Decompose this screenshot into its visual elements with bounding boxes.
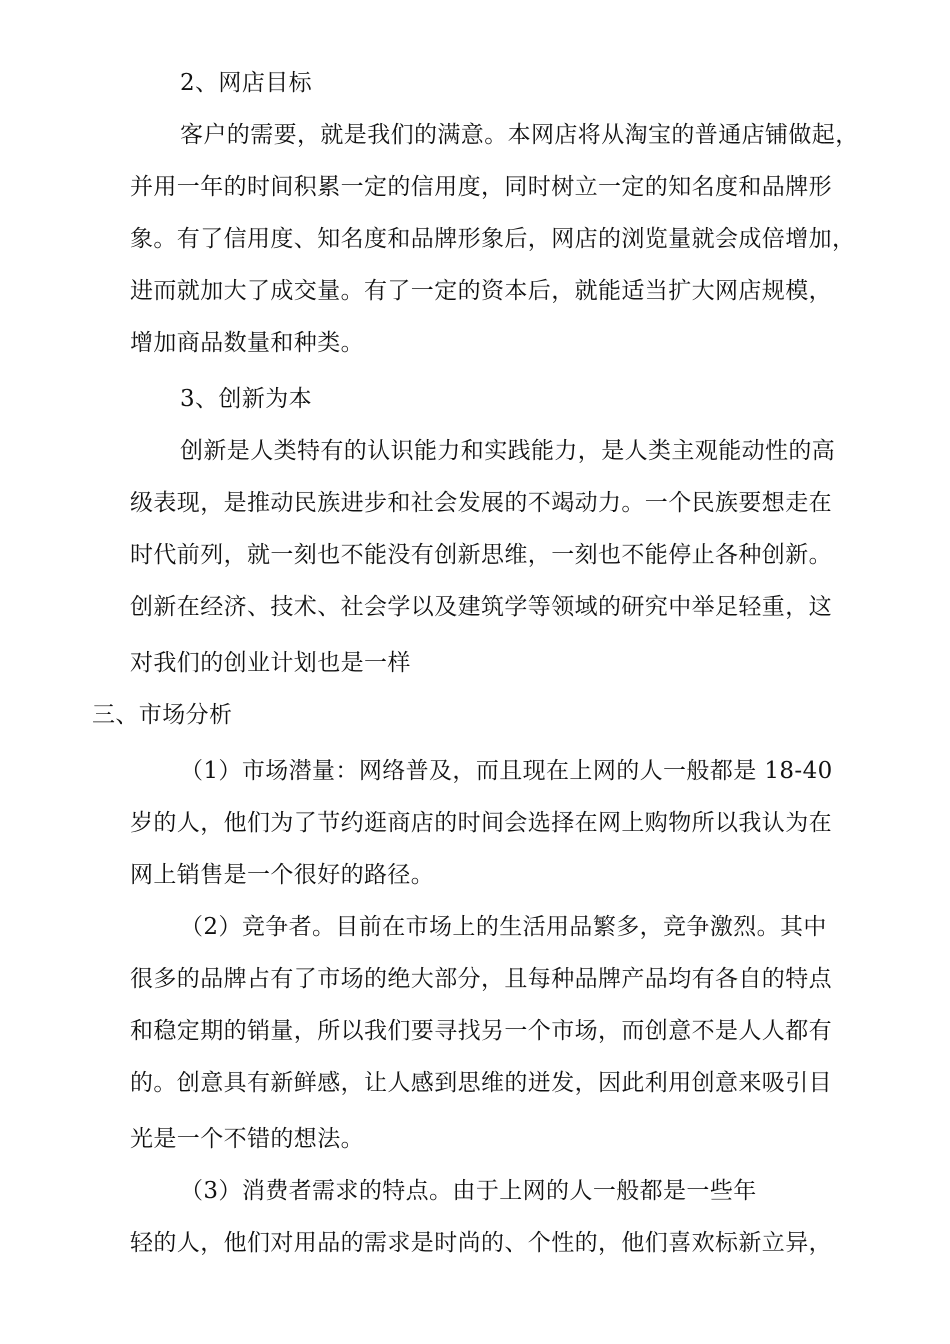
paragraph-line: （1）市场潜量：网络普及，而且现在上网的人一般都是 18-40 xyxy=(180,758,833,784)
subheading-innovation: 3、创新为本 xyxy=(180,386,313,412)
paragraph-line: 创新在经济、技术、社会学以及建筑学等领域的研究中举足轻重，这 xyxy=(130,594,832,620)
paragraph-line: 的。创意具有新鲜感，让人感到思维的迸发，因此利用创意来吸引目 xyxy=(130,1070,832,1096)
paragraph-line: 岁的人，他们为了节约逛商店的时间会选择在网上购物所以我认为在 xyxy=(130,810,832,836)
subheading-shop-goal: 2、网店目标 xyxy=(180,70,313,96)
paragraph-line: 和稳定期的销量，所以我们要寻找另一个市场，而创意不是人人都有 xyxy=(130,1018,832,1044)
paragraph-line: 创新是人类特有的认识能力和实践能力，是人类主观能动性的高 xyxy=(180,438,836,464)
paragraph-line: 光是一个不错的想法。 xyxy=(130,1126,364,1152)
paragraph-line: 客户的需要，就是我们的满意。本网店将从淘宝的普通店铺做起， xyxy=(180,122,859,148)
paragraph-line: 级表现，是推动民族进步和社会发展的不竭动力。一个民族要想走在 xyxy=(130,490,832,516)
paragraph-line: （2）竞争者。目前在市场上的生活用品繁多，竞争激烈。其中 xyxy=(180,914,827,940)
paragraph-line: （3）消费者需求的特点。由于上网的人一般都是一些年 xyxy=(180,1178,757,1204)
paragraph-line: 轻的人，他们对用品的需求是时尚的、个性的，他们喜欢标新立异， xyxy=(130,1230,832,1256)
paragraph-line: 对我们的创业计划也是一样 xyxy=(130,650,411,676)
paragraph-line: 并用一年的时间积累一定的信用度，同时树立一定的知名度和品牌形 xyxy=(130,174,832,200)
paragraph-line: 网上销售是一个很好的路径。 xyxy=(130,862,435,888)
paragraph-line: 增加商品数量和种类。 xyxy=(130,330,364,356)
paragraph-line: 象。有了信用度、知名度和品牌形象后，网店的浏览量就会成倍增加， xyxy=(130,226,856,252)
paragraph-line: 很多的品牌占有了市场的绝大部分，且每种品牌产品均有各自的特点 xyxy=(130,966,832,992)
paragraph-line: 进而就加大了成交量。有了一定的资本后，就能适当扩大网店规模， xyxy=(130,278,832,304)
section-heading-market: 三、市场分析 xyxy=(92,702,233,728)
paragraph-line: 时代前列，就一刻也不能没有创新思维，一刻也不能停止各种创新。 xyxy=(130,542,832,568)
